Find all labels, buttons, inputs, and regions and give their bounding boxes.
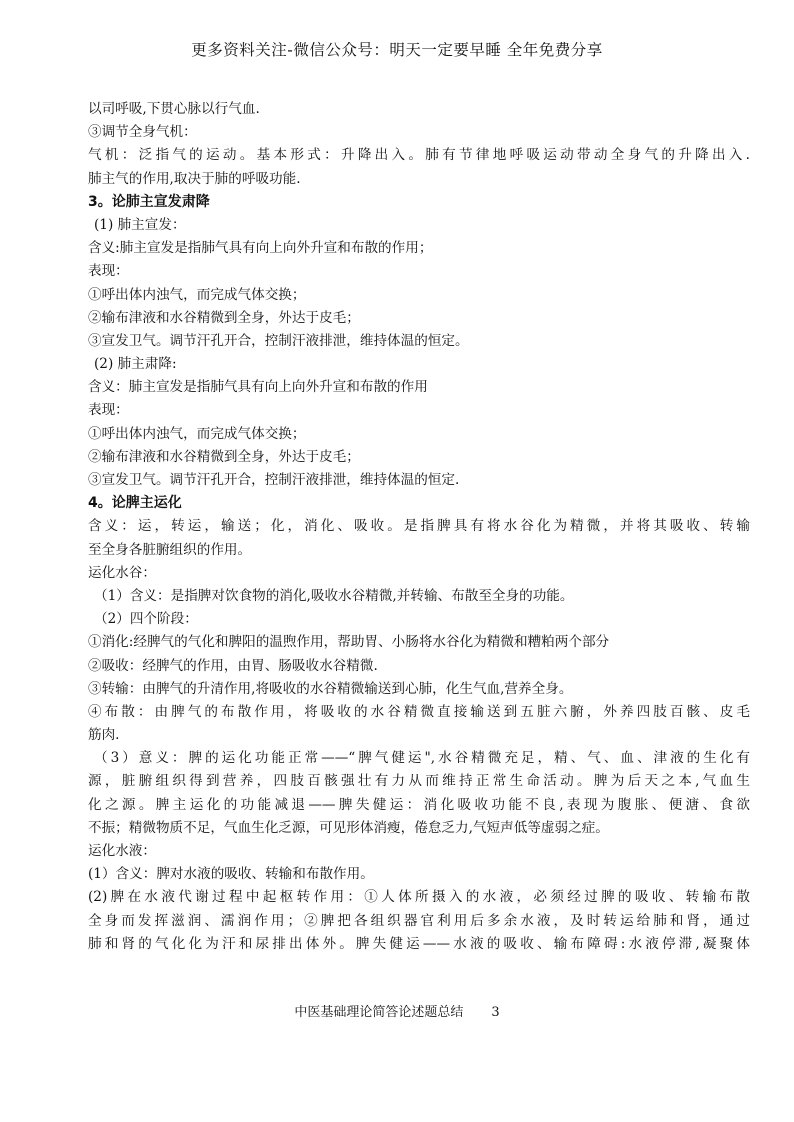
text-line: (2)脾在水液代谢过程中起枢转作用：①人体所摄入的水液，必须经过脾的吸收、转输布散	[88, 889, 750, 906]
text-line: ②输布津液和水谷精微到全身，外达于皮毛；	[88, 448, 360, 465]
text-line: 至全身各脏腑组织的作用。	[88, 541, 252, 558]
text-line: ③宣发卫气。调节汗孔开合，控制汗液排泄，维持体温的恒定。	[88, 332, 469, 349]
text-line: 化之源。脾主运化的功能减退——脾失健运：消化吸收功能不良,表现为腹胀、便溏、食欲	[88, 796, 750, 813]
text-line: 不振；精微物质不足，气血生化乏源，可见形体消瘦，倦怠乏力,气短声低等虚弱之症。	[88, 819, 609, 836]
text-line: 含义:肺主宣发是指肺气具有向上向外升宣和布散的作用；	[88, 240, 433, 257]
text-line: 肺和肾的气化化为汗和尿排出体外。脾失健运——水液的吸收、输布障碍:水液停滞,凝聚体	[88, 935, 750, 952]
section-heading: 3。论肺主宣发肃降	[88, 193, 210, 210]
text-line: 表现：	[88, 263, 129, 280]
text-line: （3）意义：脾的运化功能正常——“脾气健运",水谷精微充足，精、气、血、津液的生化有	[94, 750, 750, 767]
text-line: 含义：运，转运，输送；化，消化、吸收。是指脾具有将水谷化为精微，并将其吸收、转输	[88, 518, 750, 535]
text-line: ④布散：由脾气的布散作用，将吸收的水谷精微直接输送到五脏六腑，外养四肢百骸、皮毛	[88, 703, 750, 720]
text-line: 源，脏腑组织得到营养，四肢百骸强壮有力从而维持正常生命活动。脾为后天之本,气血生	[88, 773, 750, 790]
text-line: 含义：肺主宣发是指肺气具有向上向外升宣和布散的作用	[88, 379, 428, 396]
text-line: 气机：泛指气的运动。基本形式：升降出入。肺有节律地呼吸运动带动全身气的升降出入.	[88, 147, 750, 164]
section-heading: 4。论脾主运化	[88, 495, 182, 512]
text-line: ③调节全身气机：	[88, 124, 197, 141]
text-line: 运化水谷：	[88, 564, 156, 581]
text-line: 以司呼吸,下贯心脉以行气血.	[88, 101, 260, 117]
text-line: (1) 肺主宣发：	[94, 216, 186, 233]
document-body	[88, 98, 750, 956]
text-line: ②输布津液和水谷精微到全身，外达于皮毛；	[88, 309, 360, 326]
text-line: ①呼出体内浊气，而完成气体交换；	[88, 425, 306, 442]
text-line: (1）含义：脾对水液的吸收、转输和布散作用。	[88, 866, 374, 883]
page-header: 更多资料关注-微信公众号：明天一定要早睡 全年免费分享	[191, 41, 603, 59]
text-line: ③转输：由脾气的升清作用,将吸收的水谷精微输送到心肺，化生气血,营养全身。	[88, 680, 573, 697]
text-line: 全身而发挥滋润、濡润作用；②脾把各组织器官利用后多余水液，及时转运给肺和肾，通过	[88, 912, 750, 929]
text-line: （1）含义：是指脾对饮食物的消化,吸收水谷精微,并转输、布散至全身的功能。	[94, 587, 574, 604]
footer-title: 中医基础理论简答论述题总结	[294, 1005, 464, 1020]
text-line: （2）四个阶段：	[94, 611, 198, 628]
page-footer	[0, 1001, 794, 1020]
text-line: ①消化:经脾气的气化和脾阳的温煦作用，帮助胃、小肠将水谷化为精微和糟粕两个部分	[88, 634, 610, 651]
text-line: 表现：	[88, 402, 129, 419]
text-line: ②吸收：经脾气的作用，由胃、肠吸收水谷精微.	[88, 657, 378, 674]
text-line: ①呼出体内浊气，而完成气体交换；	[88, 286, 306, 303]
text-line: (2) 肺主肃降:	[94, 356, 177, 373]
text-line: 筋肉.	[88, 727, 120, 744]
text-line: 运化水液：	[88, 843, 156, 859]
text-line: 肺主气的作用,取决于肺的呼吸功能.	[88, 170, 301, 187]
page-number: 3	[491, 1005, 500, 1020]
text-line: ③宣发卫气。调节汗孔开合，控制汗液排泄，维持体温的恒定.	[88, 472, 460, 488]
